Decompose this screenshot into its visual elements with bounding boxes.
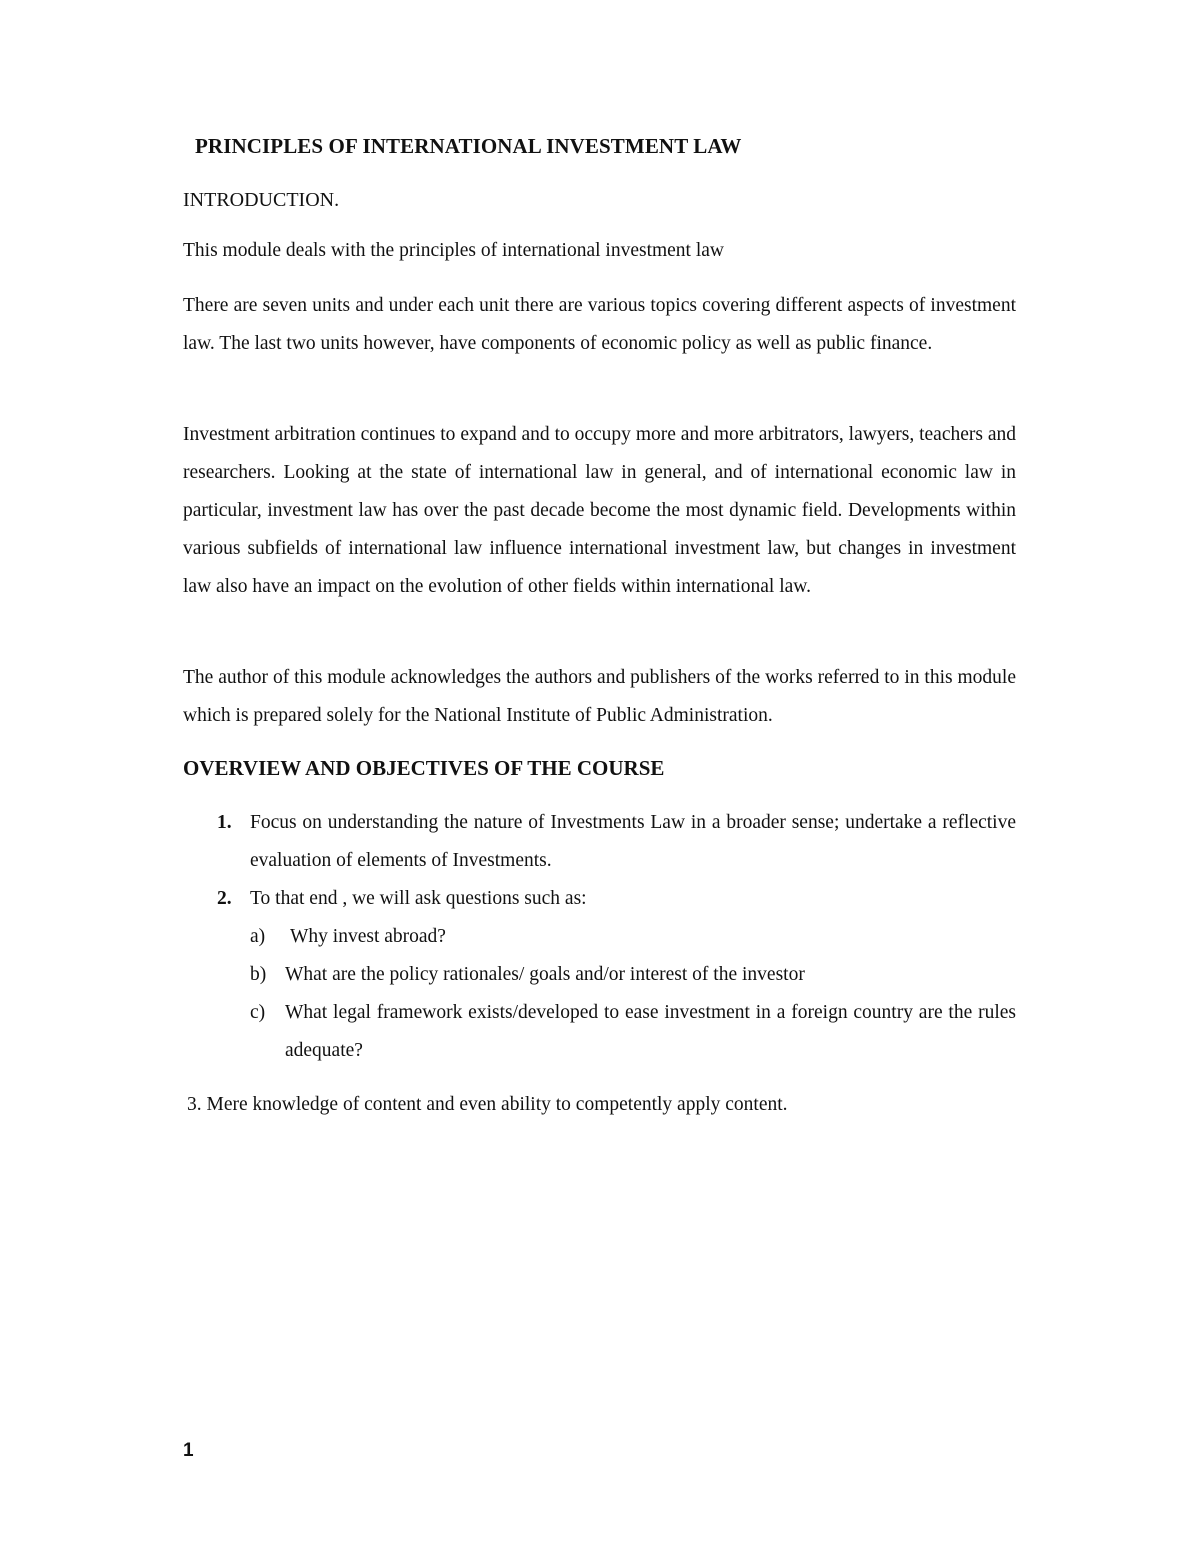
question-item — [250, 994, 1016, 1070]
paragraph-acknowledgement: The author of this module acknowledges the authors and publishers of the works referred to in this module which is prepared solely for the National Institute of Public Administration. — [183, 667, 1016, 726]
objective-item — [183, 880, 1016, 1070]
document-title: PRINCIPLES OF INTERNATIONAL INVESTMENT LAW — [195, 134, 742, 158]
paragraph-units: There are seven units and under each unit there are various topics covering different aspects of investment law. The last two units however, have components of economic policy as well as public finance. — [183, 295, 1016, 354]
objective-text: To that end , we will ask questions such as: — [250, 888, 587, 909]
page-number: 1 — [183, 1440, 194, 1461]
objective-item — [183, 804, 1016, 880]
question-item — [250, 918, 1016, 956]
question-letter: c) — [250, 1002, 266, 1023]
objective-number: 1. — [217, 812, 232, 833]
question-text: Why invest abroad? — [290, 926, 446, 947]
question-letter: a) — [250, 926, 266, 947]
objective-number: 2. — [217, 888, 232, 909]
objectives-list — [183, 804, 1016, 1070]
paragraph-investment-arbitration: Investment arbitration continues to expand and to occupy more and more arbitrators, lawyers, teachers and researchers. Looking at the state of international law in general, and of international economic law in particular, investment law has over the past decade become the most dynamic field. Developments within various subfields of international law influence international investment law, but changes in investment law also have an impact on the evolution of other fields within international law. — [183, 424, 1016, 597]
objective-item-3: 3. Mere knowledge of content and even ability to competently apply content. — [187, 1094, 788, 1115]
objective-text: Focus on understanding the nature of Investments Law in a broader sense; undertake a reflective evaluation of elements of Investments. — [250, 812, 1016, 871]
introduction-heading: INTRODUCTION. — [183, 189, 340, 211]
objectives-heading: OVERVIEW AND OBJECTIVES OF THE COURSE — [183, 756, 665, 780]
question-item — [250, 956, 1016, 994]
question-letter: b) — [250, 964, 267, 985]
question-text: What legal framework exists/developed to ease investment in a foreign country are the rules adequate? — [285, 1002, 1016, 1061]
question-text: What are the policy rationales/ goals and/or interest of the investor — [285, 964, 805, 985]
question-list — [250, 918, 1016, 1070]
paragraph-module-scope: This module deals with the principles of international investment law — [183, 240, 725, 261]
